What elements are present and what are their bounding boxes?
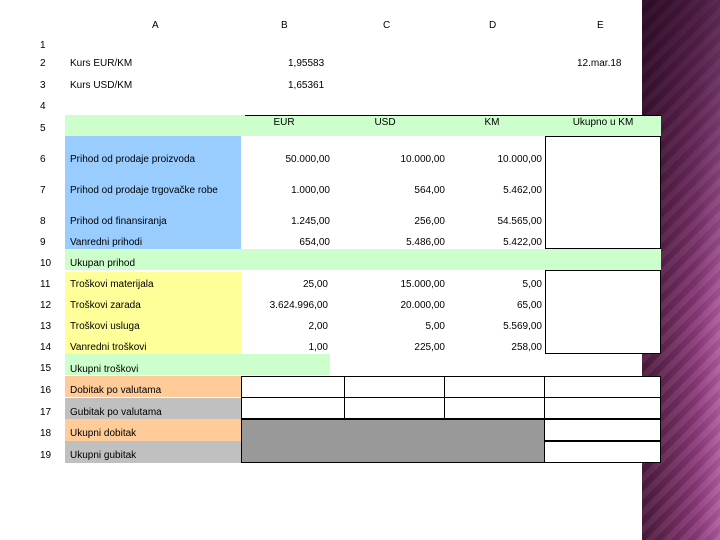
row-number: 11 xyxy=(40,279,51,290)
row-number: 7 xyxy=(40,185,46,196)
income-row-km: 5.422,00 xyxy=(503,237,542,248)
profit-total-cell xyxy=(544,376,661,398)
row-number: 4 xyxy=(40,101,46,112)
total-cost-column-cells xyxy=(545,270,661,354)
row-number: 2 xyxy=(40,58,46,69)
column-header-d: D xyxy=(489,20,497,31)
eur-rate-value: 1,95583 xyxy=(288,58,325,69)
income-row-usd: 256,00 xyxy=(414,216,445,227)
cost-row-usd: 20.000,00 xyxy=(400,300,445,311)
row-number: 19 xyxy=(40,450,52,461)
income-row-label: Prihod od prodaje proizvoda xyxy=(70,154,196,165)
cost-row-km: 5.569,00 xyxy=(503,321,542,332)
usd-rate-label: Kurs USD/KM xyxy=(70,80,133,91)
cost-row-label: Troškovi materijala xyxy=(70,279,154,290)
cost-row-eur: 1,00 xyxy=(308,342,328,353)
row-number: 1 xyxy=(40,40,46,51)
row-number: 17 xyxy=(40,407,52,418)
income-row-usd: 10.000,00 xyxy=(400,154,445,165)
income-row-km: 5.462,00 xyxy=(503,185,542,196)
cost-row-usd: 225,00 xyxy=(414,342,445,353)
total-costs-eur-cell xyxy=(241,354,330,375)
profit-by-currency-label: Dobitak po valutama xyxy=(70,385,162,396)
cost-row-usd: 5,00 xyxy=(425,321,445,332)
total-profit-cell xyxy=(544,419,661,441)
profit-eur-cell xyxy=(241,376,345,398)
income-row-km: 10.000,00 xyxy=(497,154,542,165)
row-number: 12 xyxy=(40,300,52,311)
cost-row-km: 5,00 xyxy=(522,279,542,290)
column-header-c: C xyxy=(383,20,391,31)
loss-km-cell xyxy=(444,397,545,419)
loss-usd-cell xyxy=(344,397,445,419)
usd-rate-value: 1,65361 xyxy=(288,80,325,91)
row-number: 13 xyxy=(40,321,52,332)
row-number: 15 xyxy=(40,363,52,374)
income-row-label: Vanredni prihodi xyxy=(70,237,143,248)
row-number: 8 xyxy=(40,216,46,227)
cost-row-eur: 2,00 xyxy=(308,321,328,332)
total-costs-label: Ukupni troškovi xyxy=(70,364,139,375)
header-usd: USD xyxy=(374,117,396,128)
row-number: 16 xyxy=(40,385,52,396)
total-income-column-cells xyxy=(545,136,661,249)
profit-km-cell xyxy=(444,376,545,398)
total-profit-label: Ukupni dobitak xyxy=(70,428,137,439)
loss-by-currency-label: Gubitak po valutama xyxy=(70,407,162,418)
cost-row-eur: 3.624.996,00 xyxy=(269,300,328,311)
row-number: 9 xyxy=(40,237,46,248)
cost-row-eur: 25,00 xyxy=(302,279,328,290)
income-row-label: Prihod od finansiranja xyxy=(70,216,167,227)
merged-gray-area xyxy=(241,419,545,463)
income-row-usd: 5.486,00 xyxy=(406,237,445,248)
row-number: 10 xyxy=(40,258,52,269)
row-number: 18 xyxy=(40,428,52,439)
header-km: KM xyxy=(484,117,500,128)
total-income-label: Ukupan prihod xyxy=(70,258,136,269)
loss-total-cell xyxy=(544,397,661,419)
cost-row-usd: 15.000,00 xyxy=(400,279,445,290)
cost-row-km: 258,00 xyxy=(511,342,542,353)
row-number: 3 xyxy=(40,80,46,91)
income-row-eur: 654,00 xyxy=(299,237,330,248)
profit-usd-cell xyxy=(344,376,445,398)
eur-rate-label: Kurs EUR/KM xyxy=(70,58,133,69)
income-row-eur: 1.000,00 xyxy=(291,185,330,196)
cost-row-label: Troškovi zarada xyxy=(70,300,141,311)
row-number: 6 xyxy=(40,154,46,165)
income-row-label: Prihod od prodaje trgovačke robe xyxy=(70,185,218,196)
column-header-a: A xyxy=(152,20,159,31)
row-number: 5 xyxy=(40,123,46,134)
column-header-e: E xyxy=(597,20,604,31)
income-row-usd: 564,00 xyxy=(414,185,445,196)
income-row-eur: 1.245,00 xyxy=(291,216,330,227)
cost-row-km: 65,00 xyxy=(516,300,542,311)
header-total: Ukupno u KM xyxy=(572,117,634,128)
cost-row-label: Vanredni troškovi xyxy=(70,342,147,353)
header-eur: EUR xyxy=(273,117,295,128)
loss-eur-cell xyxy=(241,397,345,419)
income-row-km: 54.565,00 xyxy=(497,216,542,227)
total-income-band xyxy=(65,249,661,270)
income-row-eur: 50.000,00 xyxy=(285,154,330,165)
total-loss-cell xyxy=(544,441,661,463)
column-header-b: B xyxy=(281,20,288,31)
cost-row-label: Troškovi usluga xyxy=(70,321,140,332)
rate-date: 12.mar.18 xyxy=(577,58,622,69)
row-number: 14 xyxy=(40,342,52,353)
total-loss-label: Ukupni gubitak xyxy=(70,450,137,461)
